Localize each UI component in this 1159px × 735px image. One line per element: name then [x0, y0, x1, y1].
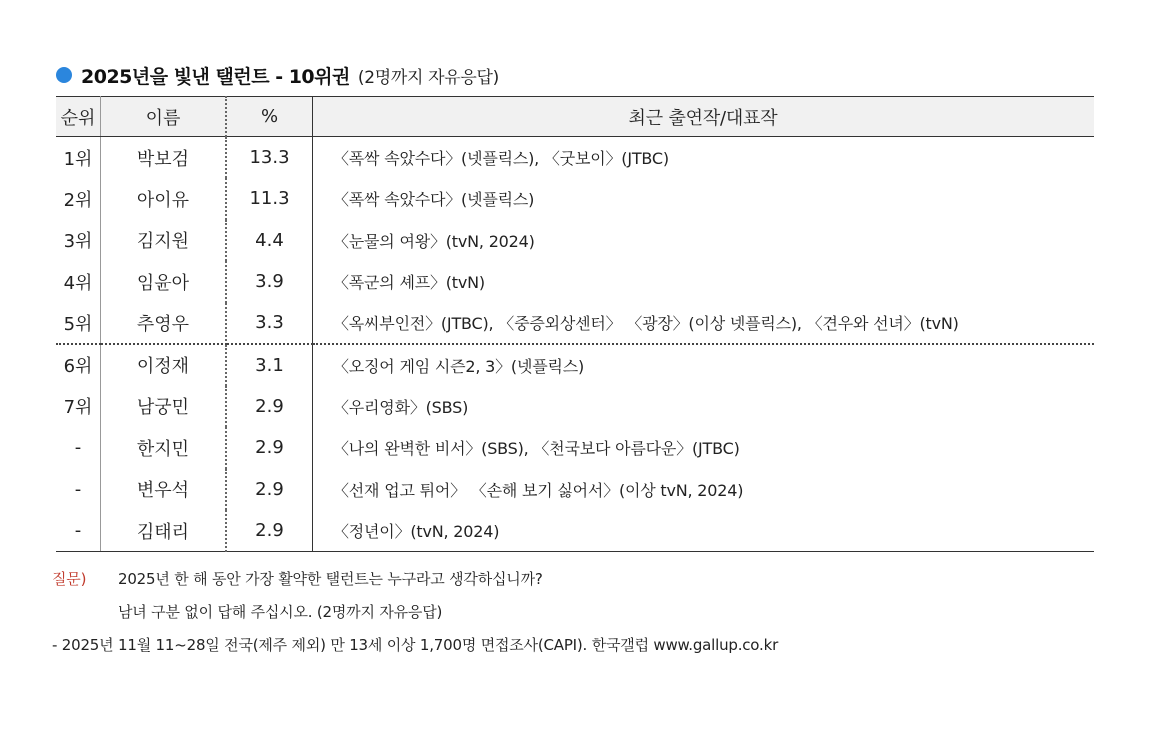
rank-cell: 1위	[56, 137, 101, 179]
table-row	[56, 261, 1094, 303]
table-row	[56, 427, 1094, 469]
works-cell: 〈우리영화〉(SBS)	[333, 397, 469, 417]
percent-cell: 2.9	[226, 510, 313, 552]
percent-cell: 4.4	[226, 220, 313, 262]
header-rank: 순위	[56, 97, 101, 137]
works-cell: 〈폭싹 속았수다〉(넷플릭스)	[333, 190, 535, 210]
works-cell: 〈오징어 게임 시즌2, 3〉(넷플릭스)	[333, 356, 585, 376]
name-cell: 한지민	[101, 427, 227, 469]
rank-cell: 5위	[56, 303, 101, 345]
footnotes	[52, 562, 1094, 661]
name-cell: 추영우	[101, 303, 227, 345]
percent-cell: 2.9	[226, 427, 313, 469]
percent-cell: 3.1	[226, 344, 313, 386]
works-cell: 〈폭싹 속았수다〉(넷플릭스), 〈굿보이〉(JTBC)	[333, 149, 669, 168]
percent-cell: 13.3	[226, 137, 313, 179]
survey-source	[52, 628, 1094, 661]
works-cell: 〈나의 완벽한 비서〉(SBS), 〈천국보다 아름다운〉(JTBC)	[333, 439, 740, 459]
name-cell: 남궁민	[101, 386, 227, 428]
rank-cell: -	[56, 469, 101, 511]
rank-cell: 3위	[56, 220, 101, 262]
table-row	[56, 469, 1094, 511]
works-cell: 〈눈물의 여왕〉(tvN, 2024)	[333, 231, 535, 251]
heading	[56, 60, 1094, 90]
table-row	[56, 510, 1094, 552]
name-cell: 임윤아	[101, 261, 227, 303]
name-cell: 이정재	[101, 344, 227, 386]
header-works: 최근 출연작/대표작	[313, 97, 1095, 137]
works-cell: 〈선재 업고 튀어〉 〈손해 보기 싫어서〉(이상 tvN, 2024)	[333, 480, 744, 500]
question-line	[52, 562, 1094, 595]
percent-cell: 2.9	[226, 469, 313, 511]
question-label: 질문)	[52, 570, 87, 588]
bullet-dot-icon	[56, 67, 72, 83]
percent-cell: 3.9	[226, 261, 313, 303]
name-cell: 김지원	[101, 220, 227, 262]
works-cell: 〈폭군의 셰프〉(tvN)	[333, 273, 485, 293]
works-cell: 〈정년이〉(tvN, 2024)	[313, 510, 1095, 552]
ranking-table	[56, 96, 1094, 552]
percent-cell: 3.3	[226, 303, 313, 345]
works-cell: 〈옥씨부인전〉(JTBC), 〈중증외상센터〉 〈광장〉(이상 넷플릭스), 〈견우와 선녀〉(tvN)	[313, 303, 1095, 345]
percent-cell: 11.3	[226, 178, 313, 220]
header-percent: %	[226, 97, 313, 137]
question-text: 2025년 한 해 동안 가장 활약한 탤런트는 누구라고 생각하십니까?	[118, 570, 543, 588]
header-name: 이름	[101, 97, 227, 137]
table-row	[56, 344, 1094, 386]
question-line-2	[56, 595, 1094, 628]
report-panel	[52, 60, 1094, 661]
table-row	[56, 303, 1094, 345]
rank-cell: 4위	[56, 261, 101, 303]
page-subtitle: (2명까지 자유응답)	[357, 67, 499, 88]
rank-cell: 7위	[56, 386, 101, 428]
rank-cell: 6위	[56, 344, 101, 386]
percent-cell: 2.9	[226, 386, 313, 428]
name-cell: 박보검	[101, 137, 227, 179]
rank-cell: -	[56, 427, 101, 469]
name-cell: 김태리	[101, 510, 227, 552]
table-row	[56, 178, 1094, 220]
name-cell: 아이유	[101, 178, 227, 220]
name-cell: 변우석	[101, 469, 227, 511]
source-text: - 2025년 11월 11~28일 전국(제주 제외) 만 13세 이상 1,700명 면접조사(CAPI). 한국갤럽 www.gallup.co.kr	[52, 636, 779, 654]
rank-cell: -	[56, 510, 101, 552]
table-header-row	[56, 97, 1094, 137]
question-text-2: 남녀 구분 없이 답해 주십시오. (2명까지 자유응답)	[118, 603, 443, 621]
table-row	[56, 386, 1094, 428]
table-row	[56, 137, 1094, 179]
table-row	[56, 220, 1094, 262]
page-title: 2025년을 빛낸 탤런트 - 10위권	[81, 65, 350, 88]
rank-cell: 2위	[56, 178, 101, 220]
